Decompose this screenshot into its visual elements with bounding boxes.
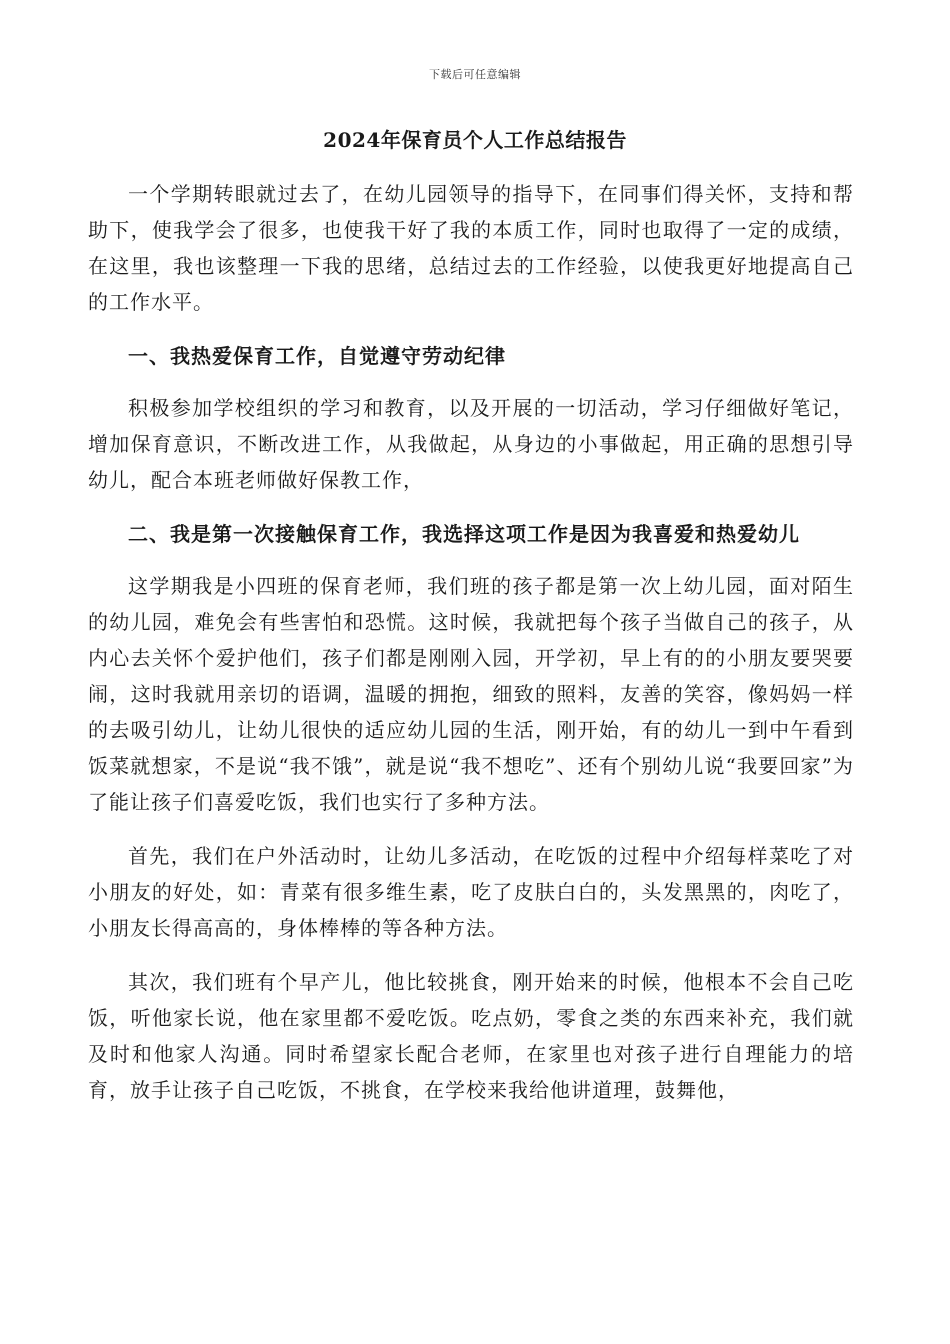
document-title: 2024年保育员个人工作总结报告 xyxy=(323,128,627,152)
header-note: 下载后可任意编辑 xyxy=(429,68,521,81)
section2-heading: 二、我是第一次接触保育工作，我选择这项工作是因为我喜爱和热爱幼儿 xyxy=(128,522,800,546)
document-body xyxy=(88,176,854,1108)
section2-paragraph-3: 其次，我们班有个早产儿，他比较挑食，刚开始来的时候，他根本不会自己吃饭，听他家长说，他在家里都不爱吃饭。吃点奶，零食之类的东西来补充，我们就及时和他家人沟通。同时希望家长配合老师，在家里也对孩子进行自理能力的培育，放手让孩子自己吃饭，不挑食，在学校来我给他讲道理，鼓舞他， xyxy=(88,970,854,1102)
section2-paragraph-2: 首先，我们在户外活动时，让幼儿多活动，在吃饭的过程中介绍每样菜吃了对小朋友的好处，如：青菜有很多维生素，吃了皮肤白白的，头发黑黑的，肉吃了，小朋友长得高高的，身体棒棒的等各种方法。 xyxy=(88,844,854,940)
section1-heading: 一、我热爱保育工作，自觉遵守劳动纪律 xyxy=(128,344,506,368)
section2-paragraph: 这学期我是小四班的保育老师，我们班的孩子都是第一次上幼儿园，面对陌生的幼儿园，难免会有些害怕和恐慌。这时候，我就把每个孩子当做自己的孩子，从内心去关怀个爱护他们，孩子们都是刚刚入园，开学初，早上有的的小朋友要哭要闹，这时我就用亲切的语调，温暖的拥抱，细致的照料，友善的笑容，像妈妈一样的去吸引幼儿，让幼儿很快的适应幼儿园的生活，刚开始，有的幼儿一到中午看到饭菜就想家，不是说“我不饿”，就是说“我不想吃”、还有个别幼儿说“我要回家”为了能让孩子们喜爱吃饭，我们也实行了多种方法。 xyxy=(88,574,854,814)
intro-paragraph: 一个学期转眼就过去了，在幼儿园领导的指导下，在同事们得关怀，支持和帮助下，使我学会了很多，也使我干好了我的本质工作，同时也取得了一定的成绩，在这里，我也该整理一下我的思绪，总结过去的工作经验，以使我更好地提高自己的工作水平。 xyxy=(88,182,854,314)
section1-paragraph: 积极参加学校组织的学习和教育，以及开展的一切活动，学习仔细做好笔记，增加保育意识，不断改进工作，从我做起，从身边的小事做起，用正确的思想引导幼儿，配合本班老师做好保教工作， xyxy=(88,396,854,492)
